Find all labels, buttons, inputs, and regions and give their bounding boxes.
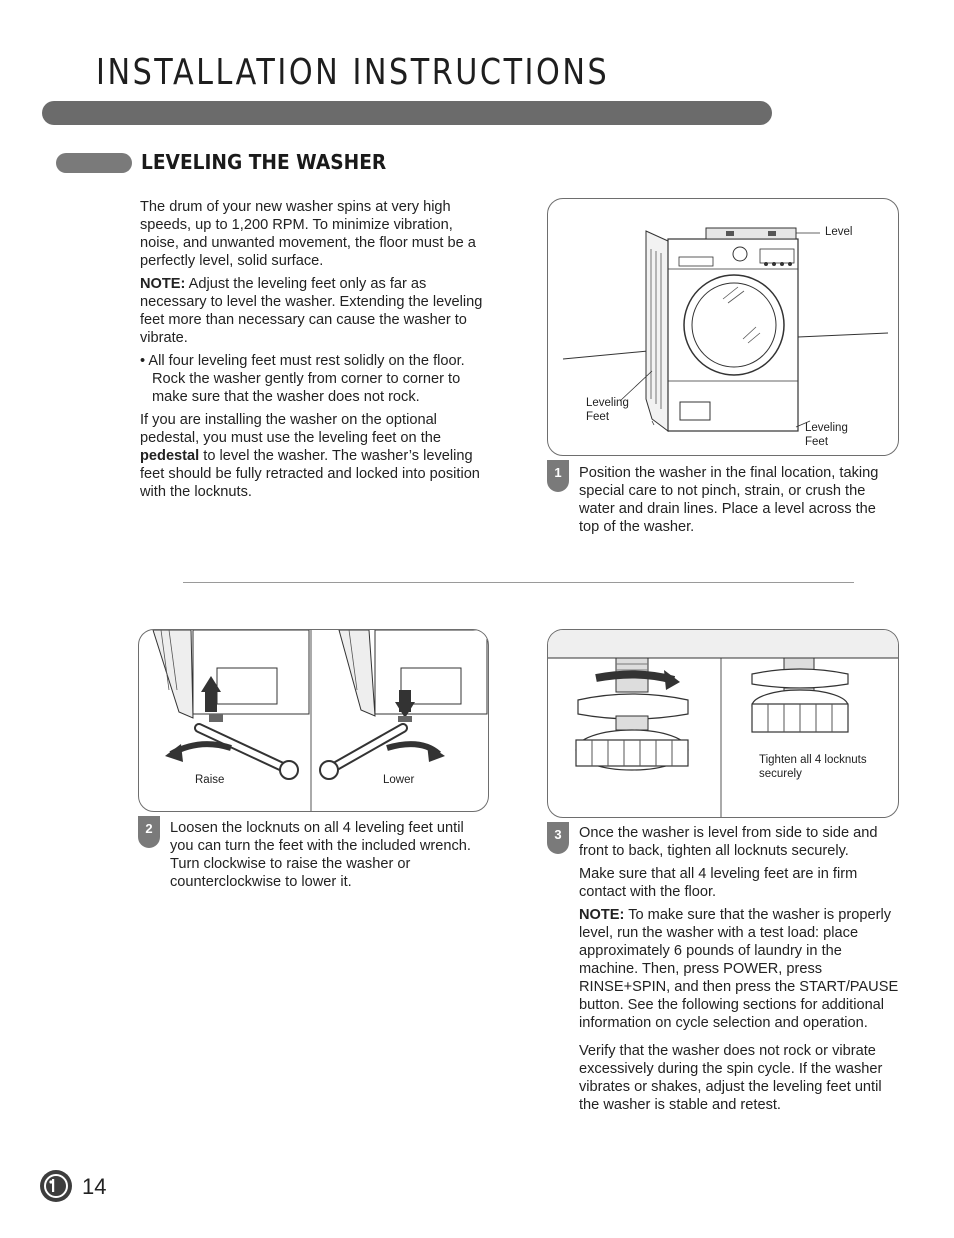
- step-1-text: Position the washer in the final location, taking special care to not pinch, strain, or crush the water and drain lines. Place a level across the top of the washer.: [579, 465, 879, 535]
- lg-logo-icon: [40, 1170, 72, 1202]
- label-leveling-feet-left: Leveling Feet: [586, 397, 629, 423]
- step-3-text: [579, 824, 899, 1119]
- page-title: INSTALLATION INSTRUCTIONS: [96, 52, 610, 93]
- step-3-paragraph-1: Once the washer is level from side to side and front to back, tighten all locknuts securely.: [579, 825, 878, 859]
- pedestal-bold: pedestal: [140, 448, 200, 464]
- step-3-note-label: NOTE:: [579, 907, 625, 923]
- step-3-paragraph-2: Make sure that all 4 leveling feet are in firm contact with the floor.: [579, 866, 858, 900]
- locknut-illustration: [548, 630, 898, 817]
- intro-paragraph: The drum of your new washer spins at very high speeds, up to 1,200 RPM. To minimize vibration, noise, and unwanted movement, the floor must be a perfectly level, solid surface.: [140, 199, 476, 269]
- figure-washer-level: [547, 198, 899, 456]
- step-3-badge: 3: [547, 822, 569, 854]
- intro-text: [140, 198, 485, 506]
- figure-tighten-locknuts: [547, 629, 899, 818]
- step-3-paragraph-4: Verify that the washer does not rock or vibrate excessively during the spin cycle. If the washer vibrates or shakes, adjust the leveling feet until the washer is stable and retest.: [579, 1043, 883, 1113]
- note-text: Adjust the leveling feet only as far as necessary to level the washer. Extending the leveling feet more than necessary can cause the washer to vibrate.: [140, 276, 483, 346]
- label-level: Level: [825, 226, 853, 238]
- section-heading: LEVELING THE WASHER: [141, 150, 387, 174]
- step-1-badge: 1: [547, 460, 569, 492]
- intro-note: [140, 275, 485, 347]
- title-bar: [42, 101, 772, 125]
- pedestal-paragraph: [140, 411, 485, 501]
- step-3-note: [579, 906, 899, 1032]
- label-tighten-locknuts: Tighten all 4 locknuts securely: [759, 754, 867, 780]
- note-label: NOTE:: [140, 276, 186, 292]
- pedestal-text-a: If you are installing the washer on the optional pedestal, you must use the leveling feet on the: [140, 412, 441, 446]
- wrench-illustration: [139, 630, 488, 811]
- label-raise: Raise: [195, 774, 225, 786]
- pedestal-text-b: to level the washer. The washer’s leveling feet should be fully retracted and locked into position with the locknuts.: [140, 448, 480, 500]
- intro-bullet: • All four leveling feet must rest solidly on the floor. Rock the washer gently from corner to corner to make sure that the washer does not rock.: [140, 353, 465, 405]
- step-2-text: Loosen the locknuts on all 4 leveling feet until you can turn the feet with the included wrench. Turn clockwise to raise the washer or counterclockwise to lower it.: [170, 820, 471, 890]
- label-leveling-feet-right: Leveling Feet: [805, 422, 848, 448]
- label-lower: Lower: [383, 774, 415, 786]
- page-number: 14: [82, 1174, 107, 1199]
- step-2-badge: 2: [138, 816, 160, 848]
- step-3-note-text: To make sure that the washer is properly level, run the washer with a test load: place approximately 6 pounds of laundry in the machine. Then, press POWER, press RINSE+SPIN, and then press the START/PAUSE button. See the following sections for additional information on cycle selection and operation.: [579, 907, 899, 1031]
- figure-raise-lower: [138, 629, 489, 812]
- section-divider: [183, 582, 854, 583]
- section-pill: [56, 153, 132, 173]
